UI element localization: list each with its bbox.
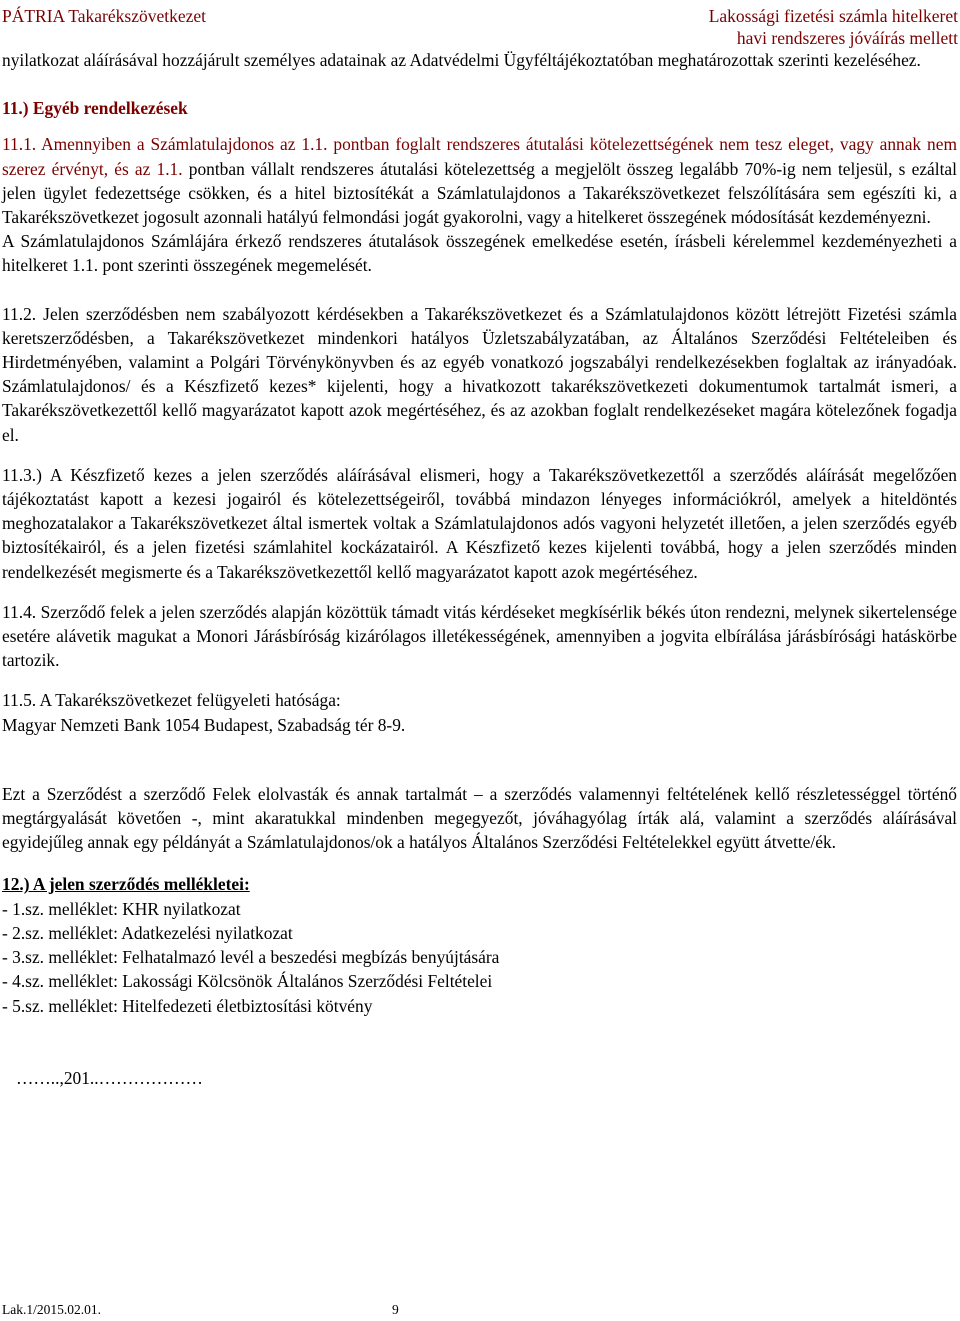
- section-12-heading: 12.) A jelen szerződés mellékletei:: [2, 874, 250, 895]
- annex-list: [2, 897, 957, 1018]
- date-placeholder: ……..,201..………………: [16, 1067, 203, 1088]
- clause-11-4: 11.4. Szerződő felek a jelen szerződés alapján közöttük támadt vitás kérdéseket megkísérlik békés úton rendezni, melynek sikertelensége esetére alávetik magukat a Monori Járásbíróság kizárólagos illetékességének, amennyiben a jogvita elbírálása járásbírósági hatáskörbe tartozik.: [2, 601, 957, 671]
- clause-11-1-text: pontban vállalt rendszeres átutalási kötelezettség a megjelölt összeg legalább 70%-ig nem teljesül, s ezáltal jelen ügylet fedezettsége csökken, és a hitel biztosítékát a Számlatulajdonos a Takarékszövetkezet felszólítására sem egészíti ki, a Takarékszövetkezet jogosult azonnali hatályú felmondási jogát gyakorolni, vagy a hitelkeret összegének módosítását kezdeményezni.: [2, 158, 957, 228]
- closing-paragraph: Ezt a Szerződést a szerződő Felek elolvasták és annak tartalmát – a szerződés valamennyi feltételének kellő részletességgel történő megtárgyalását követően -, mint akaratukkal mindenben megegyezőt, jóváhagyólag írták alá, valamint a szerződés aláírásával egyidejűleg annak egy példányát a Számlatulajdonos/ok a hatályos Általános Szerződési Feltételekkel együtt átvette/ék.: [2, 783, 957, 853]
- clause-11-1-increase: A Számlatulajdonos Számlájára érkező rendszeres átutalások összegének emelkedése esetén, írásbeli kérelemmel kezdeményezheti a hitelkeret 1.1. pont szerinti összegének megemelését.: [2, 231, 957, 276]
- header-institution-name: PÁTRIA Takarékszövetkezet: [2, 6, 207, 26]
- document-body: [2, 48, 957, 1090]
- clause-11-5-authority: 11.5. A Takarékszövetkezet felügyeleti hatósága:: [2, 690, 341, 711]
- header-product-line-1: Lakossági fizetési számla hitelkeret: [708, 6, 958, 26]
- clause-11-1: [2, 132, 957, 229]
- annex-item: - 4.sz. melléklet: Lakossági Kölcsönök Általános Szerződési Feltételei: [2, 971, 493, 992]
- header-product-title: [709, 5, 958, 49]
- clause-11-1-highlighted: 11.1. Amennyiben a Számlatulajdonos az 1.1. pontban foglalt rendszeres átutalási kötelezettségének nem tesz eleget, vagy annak nem szerez érvényt, és az 1.1.: [2, 134, 957, 179]
- annex-item: - 3.sz. melléklet: Felhatalmazó levél a beszedési megbízás benyújtására: [2, 947, 500, 968]
- intro-paragraph-tail: nyilatkozat aláírásával hozzájárult személyes adatainak az Adatvédelmi Ügyféltájékoztatóban meghatározottak szerinti kezeléséhez.: [2, 50, 921, 70]
- document-code: Lak.1/2015.02.01.: [2, 1302, 101, 1317]
- page-number: 9: [392, 1302, 399, 1317]
- header-product-line-2: havi rendszeres jóváírás mellett: [736, 28, 958, 48]
- section-11-heading: 11.) Egyéb rendelkezések: [2, 98, 188, 119]
- annex-item: - 2.sz. melléklet: Adatkezelési nyilatkozat: [2, 922, 293, 943]
- page-footer: [2, 1302, 422, 1318]
- page-header: [0, 2, 960, 50]
- clause-11-3: 11.3.) A Készfizető kezes a jelen szerződés aláírásával elismeri, hogy a Takarékszövetkezettől a szerződés aláírását megelőzően tájékoztatást kapott a kezesi jogairól és kötelezettségeiről, továbbá mindazon lényeges információkról, amelyek a hiteldöntés meghozatalakor a Takarékszövetkezet által ismertek voltak a Számlatulajdonos adós vagyoni helyzetét illetően, a jelen szerződés egyéb biztosítékairól, és a jelen fizetési számlahitel kockázatairól. A Készfizető kezes kijelenti továbbá, hogy a jelen szerződés minden rendelkezését megismerte és a Takarékszövetkezettől kellő magyarázatot kapott azok megértéséhez.: [2, 464, 957, 582]
- clause-11-2: 11.2. Jelen szerződésben nem szabályozott kérdésekben a Takarékszövetkezet és a Számlatulajdonos között létrejött Fizetési számla keretszerződésben, a Takarékszövetkezet mindenkori hatályos Üzletszabályzatában, az Általános Szerződési Feltételeiben és Hirdetményében, valamint a Polgári Törvénykönyvben és az egyéb vonatkozó jogszabályi rendelkezésekben foglaltak az irányadóak. Számlatulajdonos/ és a Készfizető kezes* kijelenti, hogy a hivatkozott takarékszövetkezeti dokumentumok tartalmát ismeri, a Takarékszövetkezettől kellő magyarázatot kapott azok megértéséhez, és az azokban foglalt rendelkezéseket magára kötelezőnek fogadja el.: [2, 303, 957, 445]
- annex-item: - 5.sz. melléklet: Hitelfedezeti életbiztosítási kötvény: [2, 995, 373, 1016]
- clause-11-5-address: Magyar Nemzeti Bank 1054 Budapest, Szabadság tér 8-9.: [2, 714, 406, 735]
- annex-item: - 1.sz. melléklet: KHR nyilatkozat: [2, 898, 241, 919]
